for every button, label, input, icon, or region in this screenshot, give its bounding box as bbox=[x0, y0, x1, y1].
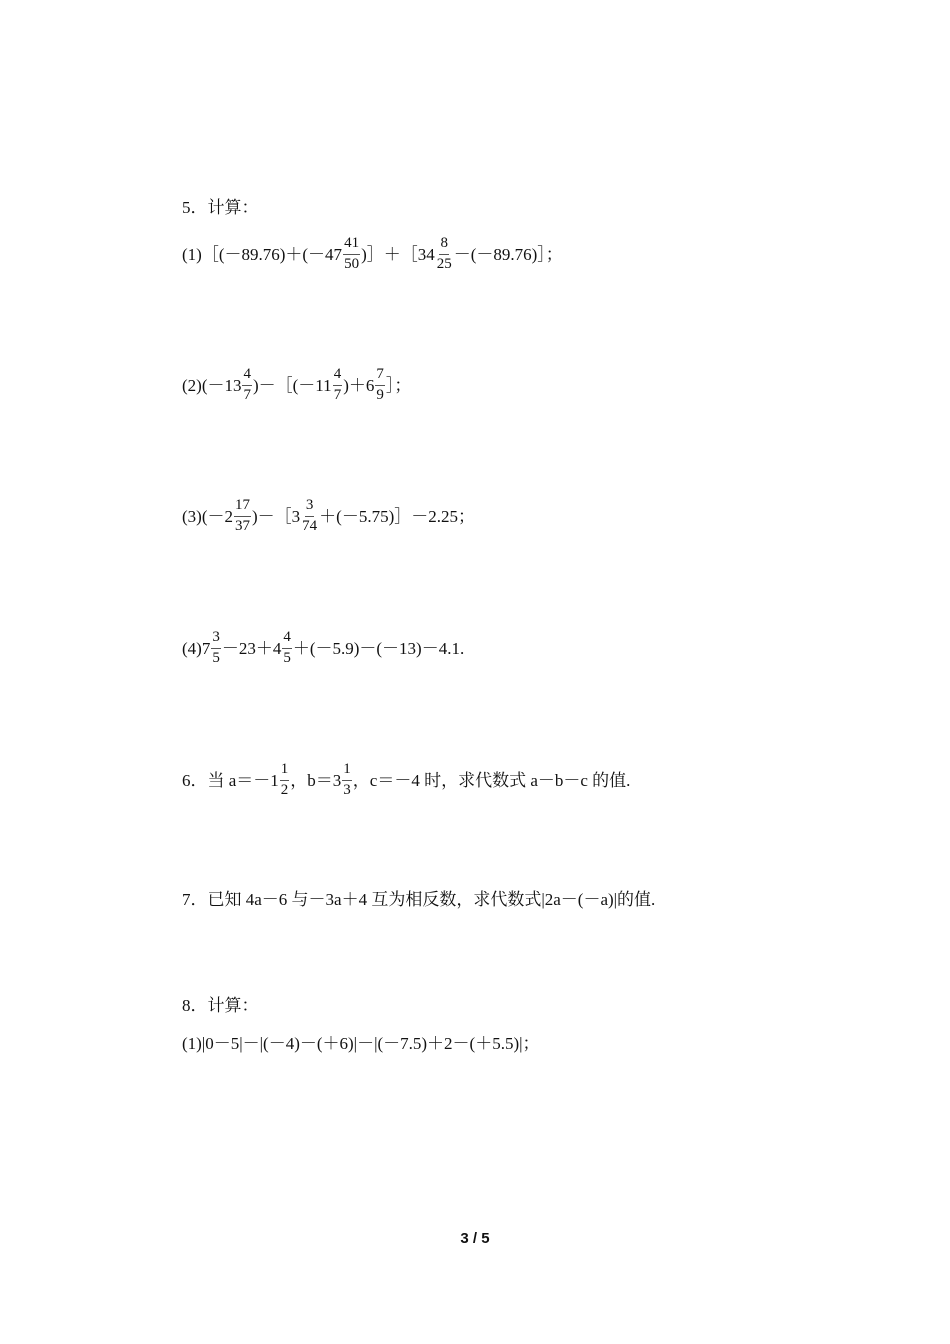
fraction: $\frac{7}{9}$ bbox=[376, 366, 384, 403]
page-number: 3 / 5 bbox=[460, 1230, 490, 1247]
q8-heading: 8．计算： bbox=[182, 996, 259, 1015]
fraction: $\frac{41}{50}$ bbox=[344, 235, 360, 272]
fraction: $\frac{8}{25}$ bbox=[436, 235, 452, 272]
fraction: $\frac{3}{5}$ bbox=[212, 629, 220, 666]
fraction: $\frac{1}{2}$ bbox=[280, 761, 289, 798]
q7: 7．已知 4a－6 与－3a＋4 互为相反数，求代数式|2a－(－a)|的值. bbox=[182, 890, 656, 909]
q5-part3: (3)(－2 $\frac{17}{37}$ )－［3 $\frac{3}{74}$ ＋(－5.75)］－2.25； bbox=[182, 497, 475, 534]
q5-part2: (2)(－13 $\frac{4}{7}$ )－［(－11 $\frac{4}{7}$ )＋6 $\frac{7}{9}$ ］； bbox=[182, 366, 412, 403]
q6: 6．当 a＝－1 $\frac{1}{2}$ ，b＝3 $\frac{1}{3}$ ，c＝－4 时，求代数式 a－b－c 的值. bbox=[182, 761, 631, 798]
fraction: $\frac{1}{3}$ bbox=[343, 761, 351, 798]
q5-heading: 5．计算： bbox=[182, 198, 259, 217]
fraction: $\frac{17}{37}$ bbox=[234, 497, 250, 534]
q5-part1: (1)［(－89.76)＋(－47 $\frac{41}{50}$ )］＋［34 $\frac{8}{25}$ －(－89.76)］； bbox=[182, 235, 563, 272]
fraction: $\frac{4}{5}$ bbox=[283, 629, 291, 666]
q5-part4: (4)7 $\frac{3}{5}$ －23＋4 $\frac{4}{5}$ ＋(－5.9)－(－13)－4.1. bbox=[182, 629, 465, 666]
q8-part1: (1)|0－5|－|(－4)－(＋6)|－|(－7.5)＋2－(＋5.5)|； bbox=[182, 1034, 540, 1053]
fraction: $\frac{3}{74}$ bbox=[302, 497, 318, 534]
fraction: $\frac{4}{7}$ bbox=[243, 366, 251, 403]
fraction: $\frac{4}{7}$ bbox=[333, 366, 342, 403]
